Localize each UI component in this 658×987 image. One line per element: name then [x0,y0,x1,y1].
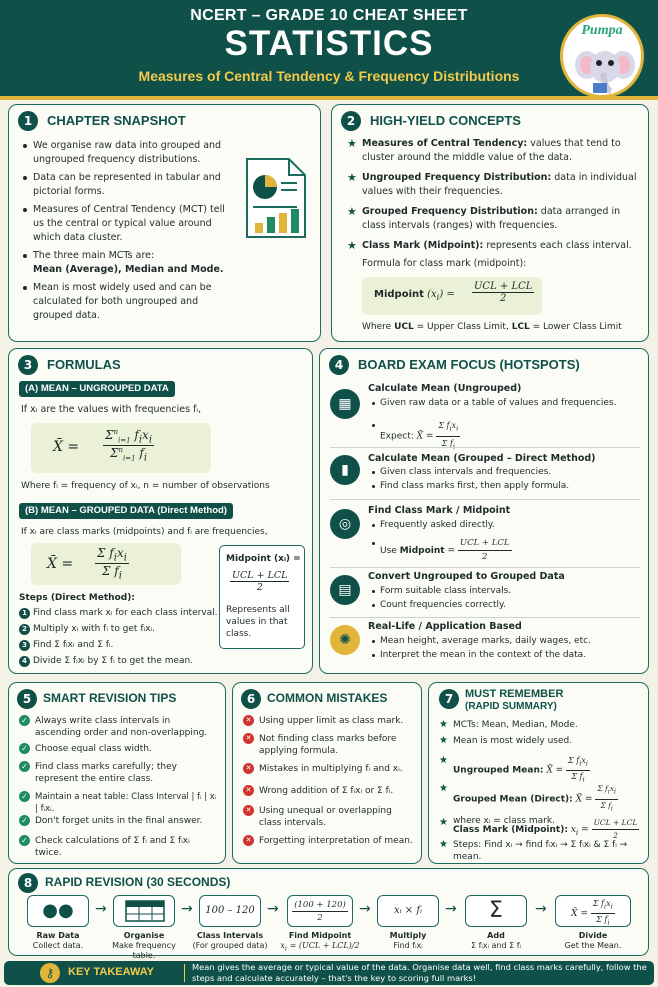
summary-item: ★ Grouped Mean (Direct): X̄ = $\frac{\Sigma f_ix_i}{\Sigma f_i}$ where xᵢ = class mark. [439,783,644,827]
midpoint-denominator: 2 [256,582,263,593]
section-title: HIGH-YIELD CONCEPTS [370,113,521,128]
steps-title: Steps (Direct Method): [19,593,135,603]
step-text: Divide Σ fᵢxᵢ by Σ fᵢ to get the mean. [33,656,194,666]
header-title-line1: NCERT – GRADE 10 CHEAT SHEET [190,7,468,24]
hotspot-bullet: Given raw data or a table of values and frequencies. [370,397,640,410]
bullet [33,249,233,277]
mistake-item: ✕ Using upper limit as class mark. [243,715,415,727]
section-number: 8 [18,873,38,893]
key-takeaway-bar [4,961,654,985]
mistake-item: ✕ Using unequal or overlapping class intervals. [243,805,415,829]
hotspot-title: Convert Ungrouped to Grouped Data [368,571,565,582]
section-title: COMMON MISTAKES [267,691,388,705]
ungrouped-intro: If xᵢ are the values with frequencies fᵢ, [21,404,202,415]
concept-text: data in individual values with their frequencies. [362,172,637,197]
lcl: LCL [511,322,530,332]
step-sub: Find fᵢxᵢ [393,941,423,950]
midpoint-formula: Midpoint $(x_i)$ = UCL + LCL 2 [362,277,542,315]
concept-text: data arranged in class intervals (ranges) with frequencies. [362,206,621,231]
bullet-bold: Mean (Average), Median and Mode. [33,264,224,275]
step-sub: Make frequency table. [112,941,176,960]
step-title: Find Midpoint [288,931,352,940]
arrow-icon: → [359,901,371,917]
mistake-item: ✕ Wrong addition of Σ fᵢxᵢ or Σ fᵢ. [243,785,415,797]
midpoint-numerator: UCL + LCL [232,570,288,581]
lcl-text: = Lower Class Limit [532,322,622,332]
concept [362,137,637,165]
step-label [18,931,98,951]
hotspot-bullet: Use Midpoint = $\frac{\text{UCL + LCL}}{2}$ [370,537,640,564]
step-item: 1 Find class mark xᵢ for each class interval. [19,607,219,620]
section-number: 3 [18,355,38,375]
step-title: Divide [578,931,608,940]
midpoint-word: Midpoint [399,546,445,556]
step-title: Organise [123,931,165,940]
where-text: Where [362,322,392,332]
bullet: We organise raw data into grouped and ungrouped frequency distributions. [33,139,233,167]
section-title: CHAPTER SNAPSHOT [47,113,186,128]
concept [362,205,637,233]
midpoint-label: Midpoint (xᵢ) = [226,554,301,564]
hotspot-bullet: Interpret the mean in the context of the data. [370,649,640,662]
arrow-icon: → [95,901,107,917]
concept [362,171,637,199]
step-divide: X̄ = $\frac{\Sigma f_ix_i}{\Sigma f_i}$ [555,895,631,927]
bar-chart-icon: ▮ [330,455,360,485]
arrow-icon: → [535,901,547,917]
ucl: UCL [394,322,414,332]
step-label [104,931,184,961]
hotspot-bullet: Form suitable class intervals. [370,585,640,598]
concept [362,239,637,253]
section-subtitle: (RAPID SUMMARY) [465,701,557,712]
tip-item: ✓ Maintain a neat table: Class Interval | fᵢ | xᵢ | fᵢxᵢ. [19,791,219,815]
step-label [190,931,270,951]
hotspot-bullet: Frequently asked directly. [370,519,640,532]
table-icon [125,900,165,922]
step-title: Class Intervals [196,931,264,940]
concept-text: values that tend to cluster around the middle value of the data. [362,138,621,163]
tip-item: ✓ Find class marks carefully; they represent the entire class. [19,761,219,785]
logo-text: Pumpa [581,23,623,38]
step-organise [113,895,175,927]
mistake-item: ✕ Mistakes in multiplying fᵢ and xᵢ. [243,763,415,775]
summary-label: Class Mark (Midpoint): [453,825,568,835]
step-label: Find Midpoint $x_i = (UCL + LCL)/2$ [280,931,360,953]
step-item: 4 Divide Σ fᵢxᵢ by Σ fᵢ to get the mean. [19,655,259,668]
document-chart-icon [241,157,311,239]
summary-note: where xᵢ = class mark. [453,816,555,826]
expect-label: Expect: [380,431,414,442]
step-class-intervals: 100 – 120 [199,895,261,927]
section-title: BOARD EXAM FOCUS (HOTSPOTS) [358,357,580,372]
grouped-intro: If xᵢ are class marks (midpoints) and fᵢ are frequencies, [21,527,268,537]
section-number: 5 [17,689,37,709]
concept-head: Class Mark (Midpoint): [362,240,484,251]
bullet: Data can be represented in tabular and pictorial forms. [33,171,233,199]
section-title: RAPID REVISION (30 SECONDS) [45,875,231,889]
hotspot-title: Calculate Mean (Ungrouped) [368,383,522,394]
step-sub: Collect data. [32,941,84,950]
bullet: Measures of Central Tendency (MCT) tell us the central or typical value around which data cluster. [33,203,233,245]
summary-item: ★ Ungrouped Mean: X̄ = $\frac{\Sigma f_ix_i}{\Sigma f_i}$ [439,755,644,785]
hotspot-title: Find Class Mark / Midpoint [368,505,511,516]
summary-item: ★ MCTs: Mean, Median, Mode. [439,719,644,731]
step-text: Multiply xᵢ with fᵢ to get fᵢxᵢ. [33,624,155,634]
bullet-text: The three main MCTs are: [33,250,155,261]
section-number: 1 [18,111,38,131]
section-title: MUST REMEMBER [465,688,564,700]
section-number: 2 [341,111,361,131]
step-sub: Get the Mean. [564,941,622,950]
summary-label: Ungrouped Mean: [453,765,544,776]
step-title: Multiply [389,931,427,940]
formula-label: Formula for class mark (midpoint): [362,258,527,269]
formula-denominator: 2 [500,293,507,304]
step-sub: (For grouped data) [192,941,268,950]
section-title: FORMULAS [47,357,121,372]
step-multiply: xᵢ × fᵢ [377,895,439,927]
header-subtitle: Measures of Central Tendency & Frequency Distributions [138,68,520,84]
hotspot-bullet: Find class marks first, then apply formula. [370,480,640,493]
tip-item: ✓ Choose equal class width. [19,743,219,755]
card-chapter-snapshot [8,104,321,342]
step-add: Σ [465,895,527,927]
subheading-ungrouped: (A) MEAN – UNGROUPED DATA [19,381,175,397]
subheading-grouped: (B) MEAN – GROUPED DATA (Direct Method) [19,503,233,519]
concept-head: Ungrouped Frequency Distribution: [362,172,552,183]
summary-item: ★ Class Mark (Midpoint): $x_i$ = $\frac{\text{UCL + LCL}}{2}$ [439,817,644,842]
pumpa-logo [560,14,644,98]
step-sub: Σ fᵢxᵢ and Σ fᵢ [471,941,521,950]
ungrouped-mean-formula: X̄ = $\Sigma^n_{i=1}$ $f_ix_i$ $\Sigma^n_{i=1}$ $f_i$ [31,423,211,473]
hotspot-bullet: Mean height, average marks, daily wages, etc. [370,635,640,648]
ucl-text: = Upper Class Limit, [416,322,509,332]
key-takeaway-label: KEY TAKEAWAY [68,966,154,978]
step-item: 2 Multiply xᵢ with fᵢ to get fᵢxᵢ. [19,623,219,636]
header-title: STATISTICS [224,24,434,63]
midpoint-note: Represents all values in that class. [226,605,290,639]
mistake-item: ✕ Not finding class marks before applying formula. [243,733,415,757]
card-revision-tips [8,682,226,864]
step-title: Raw Data [36,931,80,940]
tip-item: ✓ Don't forget units in the final answer. [19,815,219,827]
section-number: 4 [329,355,349,375]
ungrouped-where: Where fᵢ = frequency of xᵢ, n = number of observations [21,481,270,491]
step-label [456,931,536,951]
formula-numerator: UCL + LCL [474,281,533,292]
formula-where [362,320,622,334]
mistake-item: ✕ Forgetting interpretation of mean. [243,835,415,847]
card-must-remember [428,682,649,864]
tip-item: ✓ Check calculations of Σ fᵢ and Σ fᵢxᵢ twice. [19,835,219,859]
step-label [368,931,448,951]
card-high-yield [331,104,649,342]
summary-item: ★ Mean is most widely used. [439,735,644,747]
step-label [553,931,633,951]
section-title: SMART REVISION TIPS [43,691,177,705]
card-common-mistakes [232,682,422,864]
use-label: Use [380,546,397,556]
table-icon: ▤ [330,575,360,605]
tip-item: ✓ Always write class intervals in ascending order and non-overlapping. [19,715,219,739]
elephant-icon [563,17,644,98]
summary-label: Grouped Mean (Direct): [453,794,573,805]
key-takeaway-text: Mean gives the average or typical value of the data. Organise data well, find class marks carefully, follow the steps and calculate accurately – that's the key to scoring full marks! [192,962,647,983]
target-icon: ◎ [330,509,360,539]
arrow-icon: → [181,901,193,917]
hotspot-bullet: Count frequencies correctly. [370,599,640,612]
arrow-icon: → [267,901,279,917]
step-raw-data: ●● [27,895,89,927]
section-number: 6 [241,689,261,709]
grouped-mean-formula: X̄ = Σ $f_ix_i$ Σ $f_i$ [31,543,181,585]
midpoint-box [219,545,305,649]
hotspot-bullet: Expect: X̄ = $\frac{\Sigma f_ix_i}{\Sigma f_i}$ [370,419,640,453]
step-item: 3 Find Σ fᵢxᵢ and Σ fᵢ. [19,639,219,652]
arrow-icon: → [445,901,457,917]
card-board-exam [319,348,649,674]
hotspot-title: Real-Life / Application Based [368,621,522,632]
section-number: 7 [439,689,459,709]
step-text: Find class mark xᵢ for each class interval. [33,608,218,618]
summary-item: ★ Steps: Find xᵢ → find fᵢxᵢ → Σ fᵢxᵢ & Σ fᵢ → mean. [439,839,644,863]
step-title: Add [487,931,505,940]
concept-text: represents each class interval. [486,240,632,251]
bullet: Mean is most widely used and can be calculated for both ungrouped and grouped data. [33,281,233,323]
step-find-midpoint [287,895,353,927]
formula-name: Midpoint [374,289,424,300]
header [0,0,658,100]
midpoint-denominator: 2 [317,913,323,923]
midpoint-numerator: (100 + 120) [294,900,346,910]
card-formulas [8,348,313,674]
concept-head: Grouped Frequency Distribution: [362,206,538,217]
concept-head: Measures of Central Tendency: [362,138,528,149]
lightbulb-icon: ✺ [330,625,360,655]
hotspot-title: Calculate Mean (Grouped – Direct Method) [368,453,596,464]
key-icon: ⚷ [40,963,60,983]
step-text: Find Σ fᵢxᵢ and Σ fᵢ. [33,640,114,650]
card-rapid-revision [8,868,649,960]
hotspot-bullet: Given class intervals and frequencies. [370,466,640,479]
calculator-icon: ▦ [330,389,360,419]
